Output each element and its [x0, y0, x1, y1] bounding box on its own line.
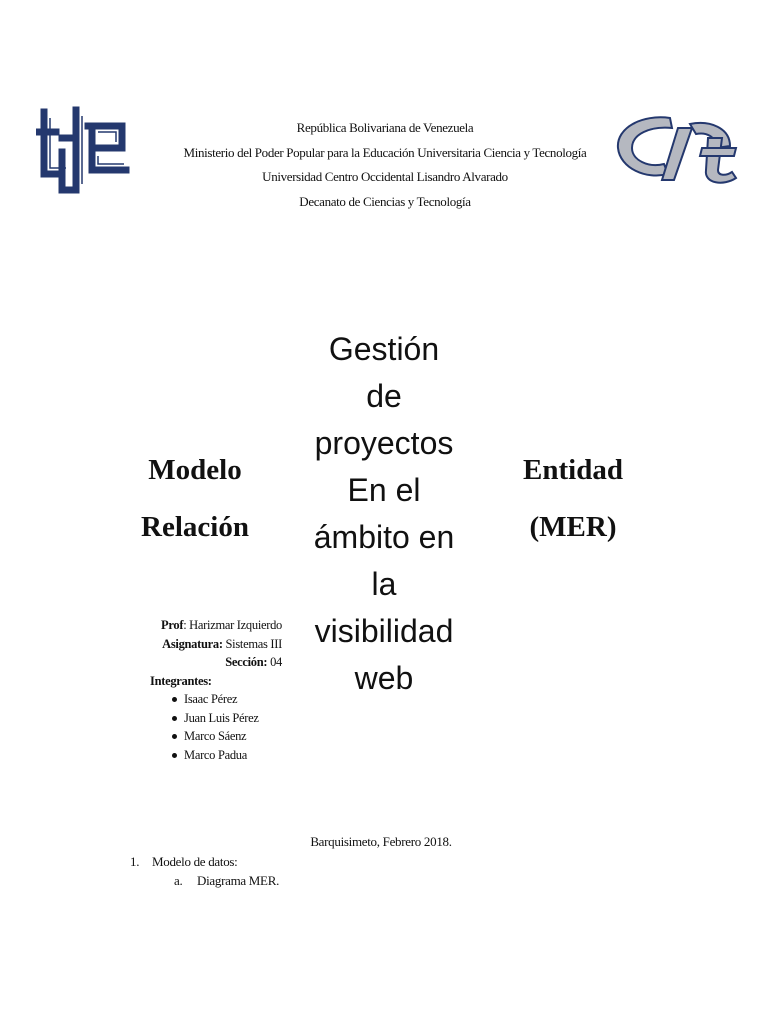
subject-row	[120, 635, 282, 654]
header-line-republic: República Bolivariana de Venezuela	[296, 120, 474, 135]
content-outline	[130, 852, 279, 890]
dcyt-logo	[612, 110, 746, 190]
title-center-line: la	[371, 566, 397, 602]
section-label: Sección:	[225, 655, 268, 669]
title-center-line: proyectos	[314, 425, 454, 461]
dcyt-logo-icon	[612, 110, 746, 190]
list-item: Marco Sáenz	[172, 727, 320, 746]
title-center-line: En el	[347, 472, 421, 508]
place-date: Barquisimeto, Febrero 2018.	[310, 834, 452, 849]
title-center-line: web	[354, 660, 414, 696]
header-line-university: Universidad Centro Occidental Lisandro Alvarado	[262, 169, 508, 184]
title-word-relacion: Relación	[141, 511, 249, 543]
outline-number: 1.	[130, 854, 140, 869]
title-word-entidad: Entidad	[523, 454, 623, 486]
title-left-column	[120, 442, 270, 556]
ucla-logo-icon	[36, 104, 132, 196]
title-right-column	[500, 442, 646, 556]
list-item: Juan Luis Pérez	[172, 709, 320, 728]
list-item: Isaac Pérez	[172, 690, 320, 709]
title-center-line: visibilidad	[314, 613, 454, 649]
header-line-deanery: Decanato de Ciencias y Tecnología	[299, 193, 471, 209]
header-line-ministry: Ministerio del Poder Popular para la Educación Universitaria Ciencia y Tecnología	[183, 144, 587, 160]
members-list	[120, 690, 320, 764]
section-value: 04	[267, 655, 282, 669]
subject-label: Asignatura:	[162, 636, 223, 651]
list-item: Marco Padua	[172, 746, 320, 765]
title-center-line: de	[366, 378, 402, 414]
professor-value: : Harizmar Izquierdo	[183, 618, 282, 632]
outline-number: a.	[174, 873, 183, 888]
outline-subitem	[130, 871, 279, 890]
title-center-column	[298, 326, 470, 702]
subject-value: Sistemas III	[222, 636, 282, 651]
outline-item	[130, 852, 279, 871]
title-center-line: ámbito en	[313, 519, 455, 555]
section-row	[120, 653, 282, 672]
members-label: Integrantes:	[150, 673, 212, 688]
outline-text: Modelo de datos:	[152, 854, 238, 869]
title-word-modelo: Modelo	[148, 454, 242, 486]
title-word-mer: (MER)	[529, 511, 617, 543]
ucla-logo	[36, 104, 132, 196]
outline-text: Diagrama MER.	[197, 873, 280, 888]
professor-row	[120, 616, 282, 635]
professor-label: Prof	[161, 618, 184, 632]
title-center-line: Gestión	[328, 331, 440, 367]
institution-header	[140, 116, 630, 214]
course-info	[120, 616, 320, 764]
